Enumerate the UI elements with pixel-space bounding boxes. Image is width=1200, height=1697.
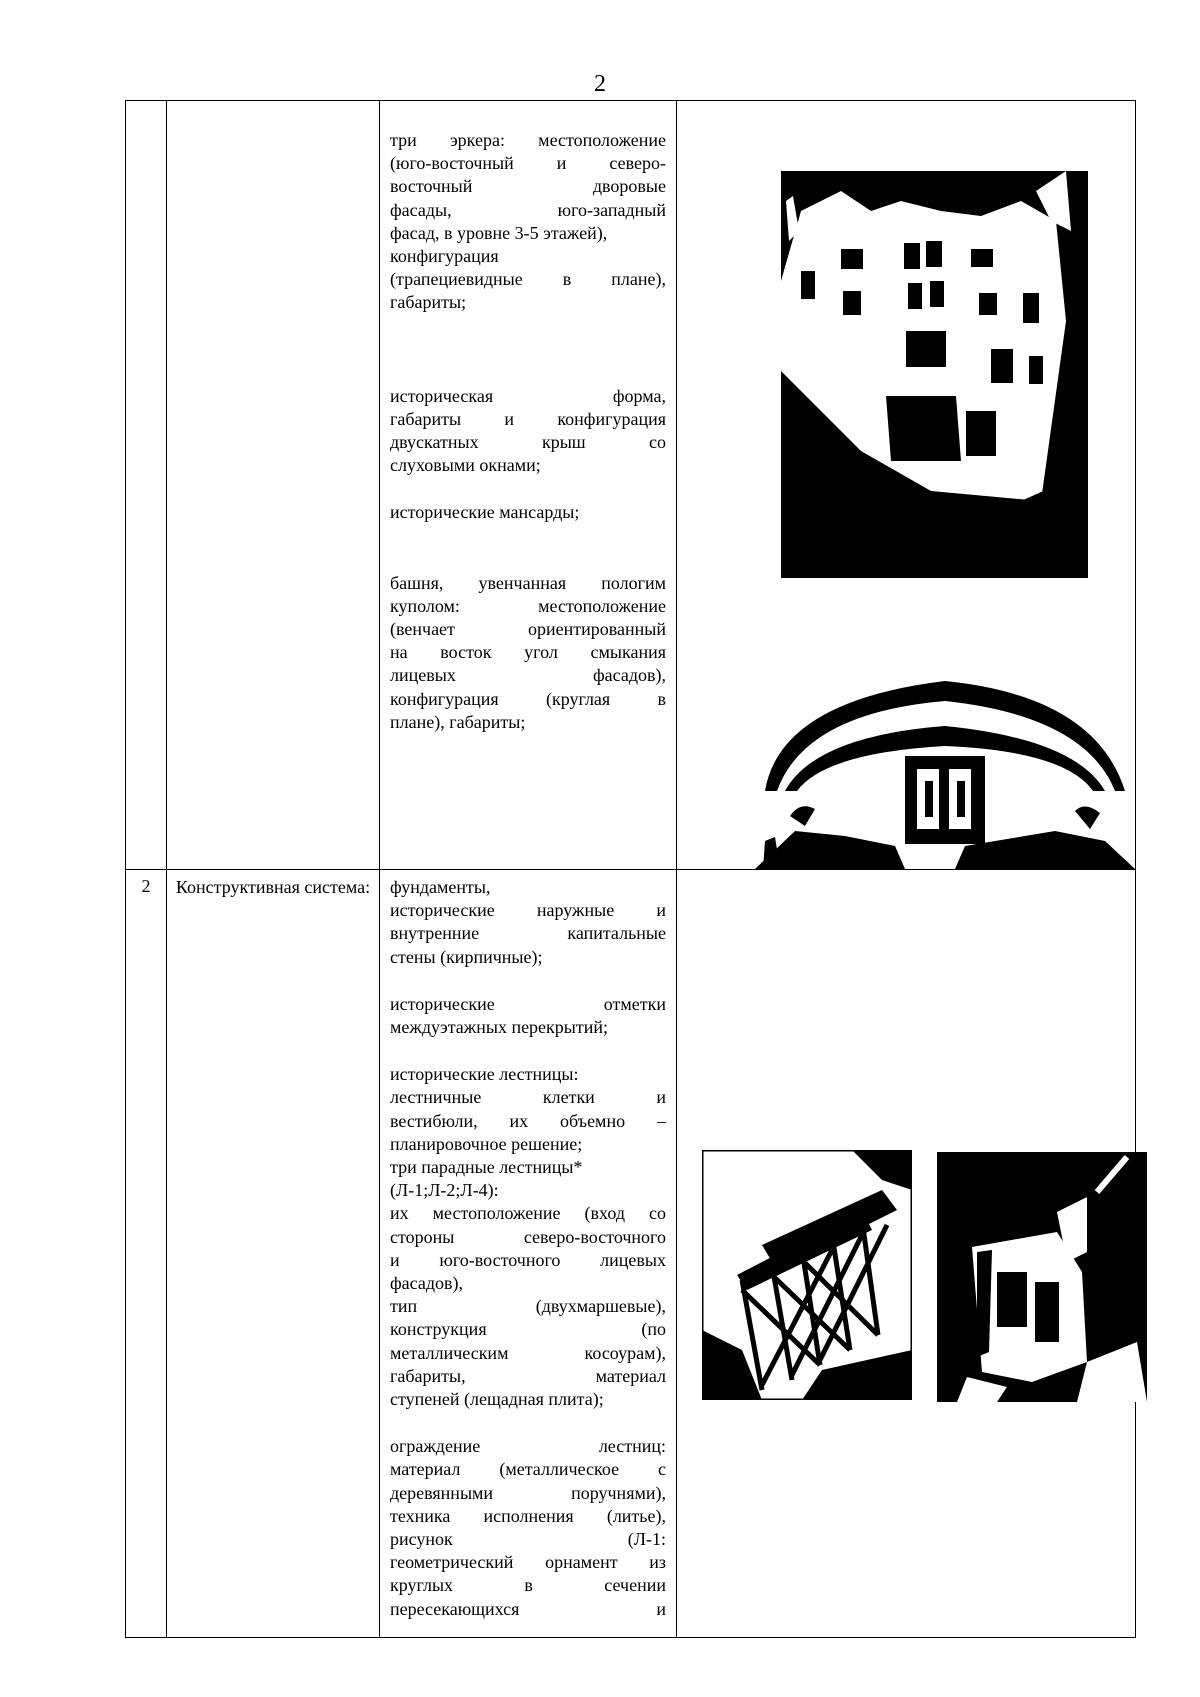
text-line: фасадов), bbox=[390, 1273, 464, 1294]
text-line: лицевых фасадов), bbox=[390, 665, 666, 686]
text-line: (трапециевидные в плане), bbox=[390, 269, 666, 290]
photo-cell bbox=[677, 101, 1136, 870]
paragraph-bay-windows bbox=[390, 129, 666, 315]
text-line: тип (двухмаршевые), bbox=[390, 1296, 666, 1317]
text-line: междуэтажных перекрытий; bbox=[390, 1017, 609, 1038]
text-line: вестибюли, их объемно – bbox=[390, 1110, 666, 1131]
text-line: пересекающихся и bbox=[390, 1598, 666, 1619]
text-line: стороны северо-восточного bbox=[390, 1226, 666, 1247]
text-line: конфигурация (круглая в bbox=[390, 688, 666, 709]
text-line: фундаменты, bbox=[390, 877, 491, 897]
text-line: восточный дворовые bbox=[390, 176, 666, 197]
text-line: (юго-восточный и северо- bbox=[390, 153, 666, 174]
text-line: исторические мансарды; bbox=[390, 502, 580, 523]
row-label-cell: Конструктивная система: bbox=[167, 870, 380, 1638]
text-line: габариты; bbox=[390, 292, 467, 313]
text-line: деревянными поручнями), bbox=[390, 1482, 666, 1503]
text-line: габариты и конфигурация bbox=[390, 408, 666, 429]
heritage-table bbox=[125, 100, 1136, 1638]
paragraph-staircases bbox=[390, 1063, 666, 1411]
text-line: ограждение лестниц: bbox=[390, 1436, 666, 1457]
dome-image bbox=[755, 641, 1135, 869]
paragraph-railings bbox=[390, 1435, 666, 1621]
text-line: историческая форма, bbox=[390, 385, 666, 406]
paragraph-roofs bbox=[390, 385, 666, 478]
facade-image bbox=[781, 171, 1088, 578]
text-line: круглых в сечении bbox=[390, 1575, 666, 1596]
text-line: материал (металлическое с bbox=[390, 1459, 666, 1480]
page-number: 2 bbox=[594, 71, 606, 97]
description-cell bbox=[380, 101, 677, 870]
text-line: слуховыми окнами; bbox=[390, 455, 541, 476]
text-line: на восток угол смыкания bbox=[390, 642, 666, 663]
text-line: три эркера: местоположение bbox=[390, 130, 666, 150]
text-line: и юго-восточного лицевых bbox=[390, 1249, 666, 1270]
photo-cell bbox=[677, 870, 1136, 1638]
text-line: исторические отметки bbox=[390, 993, 666, 1014]
text-line: исторические лестницы: bbox=[390, 1064, 579, 1085]
text-line: планировочное решение; bbox=[390, 1133, 583, 1154]
row-number-cell: 2 bbox=[126, 870, 167, 1638]
row-label-cell bbox=[167, 101, 380, 870]
railing-image bbox=[702, 1150, 912, 1400]
text-line: (Л-1;Л-2;Л-4): bbox=[390, 1180, 499, 1201]
text-line: стены (кирпичные); bbox=[390, 946, 543, 967]
text-line: габариты, материал bbox=[390, 1365, 666, 1386]
description-cell bbox=[380, 870, 677, 1638]
staircase-flight-photo bbox=[937, 1152, 1147, 1402]
paragraph-mansards bbox=[390, 501, 666, 524]
paragraph-foundations bbox=[390, 876, 666, 969]
text-line: конструкция (по bbox=[390, 1319, 666, 1340]
text-line: двускатных крыш со bbox=[390, 432, 666, 453]
text-line: ступеней (лещадная плита); bbox=[390, 1389, 604, 1410]
row-number-cell bbox=[126, 101, 167, 870]
tower-dome-photo bbox=[755, 641, 1135, 869]
text-line: геометрический орнамент из bbox=[390, 1552, 666, 1573]
staircase-image bbox=[937, 1152, 1147, 1402]
text-line: техника исполнения (литье), bbox=[390, 1505, 666, 1526]
text-line: лестничные клетки и bbox=[390, 1087, 666, 1108]
text-line: башня, увенчанная пологим bbox=[390, 572, 666, 593]
paragraph-tower bbox=[390, 572, 666, 734]
paragraph-floor-levels bbox=[390, 993, 666, 1039]
text-line: внутренние капитальные bbox=[390, 923, 666, 944]
text-line: рисунок (Л-1: bbox=[390, 1529, 666, 1550]
staircase-railing-photo bbox=[702, 1150, 912, 1400]
text-line: металлическим косоурам), bbox=[390, 1342, 666, 1363]
text-line: исторические наружные и bbox=[390, 900, 666, 921]
text-line: куполом: местоположение bbox=[390, 595, 666, 616]
text-line: три парадные лестницы* bbox=[390, 1157, 583, 1178]
text-line: фасад, в уровне 3-5 этажей), bbox=[390, 222, 608, 243]
text-line: их местоположение (вход со bbox=[390, 1203, 666, 1224]
table-row bbox=[126, 101, 1136, 870]
text-line: (венчает ориентированный bbox=[390, 619, 666, 640]
text-line: плане), габариты; bbox=[390, 711, 526, 732]
text-line: фасады, юго-западный bbox=[390, 199, 666, 220]
table-row bbox=[126, 870, 1136, 1638]
bay-windows-facade-photo bbox=[781, 171, 1088, 578]
text-line: конфигурация bbox=[390, 246, 499, 267]
